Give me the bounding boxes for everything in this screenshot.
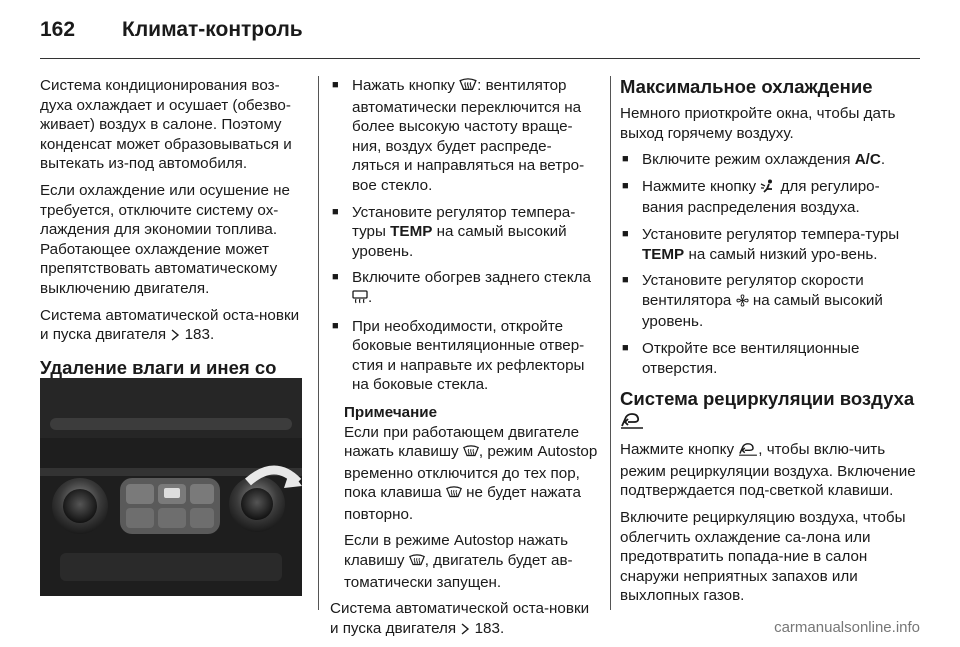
list-item: ■ Откройте все вентиляционные отверстия. [620,339,920,378]
header-rule [40,58,920,59]
list-item: ■ Установите регулятор темпера-туры TEMP на самый низкий уро-вень. [620,225,920,264]
column-1 [40,76,306,409]
temp-label: TEMP [390,223,433,241]
note-paragraph: Если при работающем двигателе нажать клавишу , режим Autostop временно отключится до тех пор, пока клавиша не будет нажата повторно. [344,423,598,523]
section-heading-recirculation: Система рециркуляции воздуха [620,388,920,434]
page-reference-icon [170,327,180,347]
paragraph: Система автоматической оста-новки и пуска двигателя 183. [330,599,598,640]
page-reference[interactable]: 183. [184,326,215,344]
section-heading-defrost: Удаление влаги и инея со [40,357,306,403]
list-item: ■ Установите регулятор темпера-туры TEMP на самый высокий уровень. [330,203,598,262]
paragraph: Система автоматической оста-новки и пуска двигателя 183. [40,306,306,347]
paragraph: Немного приоткройте окна, чтобы дать выход горячему воздуху. [620,105,896,142]
list-item: ■ Включите режим охлаждения A/C. [620,150,920,170]
windshield-defrost-icon [446,485,462,505]
page-reference-icon [460,621,470,641]
windshield-defrost-icon [459,78,477,98]
paragraph: Если охлаждение или осушение не требуется, отключите систему ох-лаждения для экономии топлива. Работающее охлаждение может препятствовать автоматическому выключению двигателя. [40,181,290,297]
windshield-defrost-icon [409,553,425,573]
section-heading-max-cooling: Максимальное охлаждение [620,76,873,97]
fan-icon [736,293,749,313]
watermark: carmanualsonline.info [774,619,920,636]
climate-control-panel-photo [40,378,302,596]
paragraph: Нажмите кнопку , чтобы вклю-чить режим рециркуляции воздуха. Включение подтверждается под-светкой клавиши. [620,441,916,500]
column-3 [620,76,920,613]
recirculation-icon [620,412,644,434]
page-reference[interactable]: 183. [474,619,505,637]
page-number: 162 [40,18,76,41]
bullet-list [330,76,598,395]
page-header [40,18,303,48]
bullet-list [620,150,920,378]
paragraph: Система кондиционирования воз-духа охлаждает и осушает (обезво-живает) воздух в салоне. Поэтому конденсат может образовываться и вытекать из-под автомобиля. [40,77,292,173]
list-item: ■ Нажмите кнопку для регулиро-вания распределения воздуха. [620,177,920,218]
paragraph: Включите рециркуляцию воздуха, чтобы облегчить охлаждение са-лона или предотвратить попада-ние в салон снаружи неприятных запахов или выхлопных газов. [620,508,906,605]
column-divider [610,76,611,610]
temp-label: TEMP [642,245,685,263]
list-item: ■ Установите регулятор скорости вентилятора на самый высокий уровень. [620,271,920,332]
list-item: ■ При необходимости, откройте боковые вентиляционные отвер-стия и направьте их рефлекторы на боковые стекла. [330,317,598,395]
rear-window-heating-icon [352,290,368,310]
list-item: ■ Включите обогрев заднего стекла . [330,268,598,309]
air-distribution-icon [760,179,776,199]
recirculation-icon [738,442,758,462]
column-divider [318,76,319,610]
list-item: ■ Нажать кнопку : вентилятор автоматически переключится на более высокую частоту враще-ния, воздух будет распреде-ляться и направляться на ветро-вое стекло. [330,76,598,196]
note-block [344,423,598,593]
column-2 [330,76,598,647]
note-paragraph: Если в режиме Autostop нажать клавишу , двигатель будет ав-томатически запущен. [344,532,573,591]
ac-label: A/C [854,151,881,169]
chapter-title: Климат-контроль [122,18,303,41]
windshield-defrost-icon [463,444,479,464]
note-title: Примечание [344,403,438,421]
